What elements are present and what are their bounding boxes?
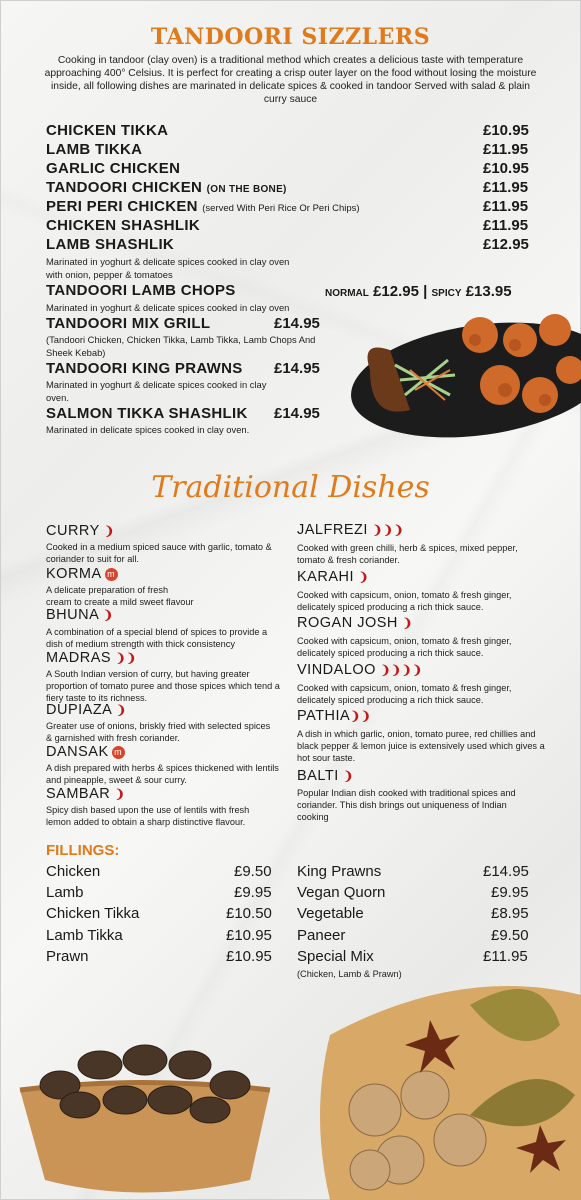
fillings-title: FILLINGS: — [46, 842, 120, 859]
normal-label: NORMAL — [325, 288, 369, 299]
chili-icon: ❩❩ — [115, 651, 137, 665]
dish-name — [297, 768, 354, 784]
menu-item-name: TANDOORI LAMB CHOPS — [46, 282, 236, 299]
filling-price: £10.95 — [226, 948, 272, 965]
spicy-price: £13.95 — [465, 283, 512, 300]
filling-name: Lamb Tikka — [46, 927, 123, 944]
menu-item-price: £14.95 — [274, 315, 320, 332]
menu-item-price: £12.95 — [483, 236, 529, 253]
dish-name — [46, 607, 114, 623]
page-title: TANDOORI SIZZLERS — [150, 24, 431, 50]
dish-desc: Spicy dish based upon the use of lentils with fresh lemon added to obtain a sharp distinctive flavour. — [46, 805, 250, 828]
menu-item-name — [46, 198, 360, 215]
filling-name: Paneer — [297, 927, 346, 944]
menu-item-name: SALMON TIKKA SHASHLIK — [46, 405, 248, 422]
dish-desc: Cooked with capsicum, onion, tomato & fresh ginger, delicately spiced producing a rich thick sauce. — [297, 683, 512, 706]
dish-name-text: JALFREZI — [297, 522, 368, 538]
menu-item-desc: Marinated in yoghurt & delicate spices cooked in clay oven. — [46, 379, 267, 403]
dish-name-text: VINDALOO — [297, 662, 376, 678]
intro-text: Cooking in tandoor (clay oven) is a traditional method which creates a delicious taste with temperature approaching 400° Celsius. It is perfect for creating a crisp outer layer on the food without losing the moisture inside, all following dishes are marinated in delicate spices & cooked in tandoor Served with salad & plain curry sauce — [44, 55, 537, 105]
dish-name — [297, 662, 423, 678]
dish-name-text: KORMA — [46, 566, 102, 582]
filling-price: £9.50 — [234, 863, 272, 880]
dish-desc: A dish in which garlic, onion, tomato puree, red chillies and black pepper & lemon juice is extensively used which gives a hot sour taste. — [297, 729, 545, 764]
dish-desc: A South Indian version of curry, but having greater proportion of tomato puree and those spices which tend a fiery taste to its richness. — [46, 669, 280, 704]
chili-icon: ❩ — [114, 787, 126, 801]
mild-icon: m — [112, 746, 125, 759]
filling-name: Vegan Quorn — [297, 884, 386, 901]
dish-name-text: SAMBAR — [46, 786, 111, 802]
dish-name-text: MADRAS — [46, 650, 112, 666]
dish-name — [46, 523, 115, 539]
dish-desc: A combination of a special blend of spices to provide a dish of medium strength with thick consistency — [46, 627, 268, 650]
menu-item-name: LAMB SHASHLIK — [46, 236, 175, 253]
menu-item-price: £10.95 — [483, 122, 529, 139]
filling-price: £10.50 — [226, 905, 272, 922]
filling-name: King Prawns — [297, 863, 382, 880]
item-name-text: TANDOORI CHICKEN — [46, 179, 203, 196]
menu-item-desc: (Tandoori Chicken, Chicken Tikka, Lamb Tikka, Lamb Chops And Sheek Kebab) — [46, 334, 316, 358]
menu-item-name: TANDOORI KING PRAWNS — [46, 360, 243, 377]
dish-name — [297, 615, 413, 631]
filling-name: Special Mix — [297, 948, 374, 965]
chili-icon: ❩ — [104, 524, 115, 538]
menu-item-name: CHICKEN SHASHLIK — [46, 217, 200, 234]
filling-name: Chicken — [46, 863, 101, 880]
dish-name-text: ROGAN JOSH — [297, 615, 398, 631]
menu-item-name: TANDOORI MIX GRILL — [46, 315, 211, 332]
menu-item-price: £14.95 — [274, 360, 320, 377]
item-note: (ON THE BONE) — [206, 184, 287, 195]
dish-name — [46, 566, 118, 582]
filling-price: £11.95 — [483, 948, 528, 965]
spicy-label: SPICY — [431, 288, 462, 299]
chili-icon: ❩ — [402, 616, 413, 630]
chili-icon: ❩ — [358, 570, 370, 584]
chili-icon: ❩❩ — [350, 709, 372, 723]
mild-icon: m — [105, 568, 118, 581]
menu-item-desc: Marinated in yoghurt & delicate spices cooked in clay oven — [46, 302, 290, 313]
filling-name: Lamb — [46, 884, 84, 901]
filling-note: (Chicken, Lamb & Prawn) — [297, 969, 402, 979]
dish-name — [297, 569, 369, 585]
dish-name — [46, 744, 125, 760]
menu-item-name: LAMB TIKKA — [46, 141, 143, 158]
menu-item-price: £11.95 — [483, 179, 529, 196]
chili-icon: ❩ — [116, 703, 127, 717]
section-title-traditional: Traditional Dishes — [151, 470, 430, 505]
chili-icon: ❩ — [343, 769, 354, 783]
filling-name: Prawn — [46, 948, 89, 965]
dish-name-text: PATHIA — [297, 708, 351, 724]
menu-item-desc: Marinated in yoghurt & delicate spices cooked in clay oven with onion, pepper & tomatoes — [46, 256, 290, 280]
dish-name-text: DUPIAZA — [46, 702, 112, 718]
dish-desc: Greater use of onions, briskly fried with selected spices & garnished with fresh coriander. — [46, 721, 271, 744]
dish-desc: Cooked in a medium spiced sauce with garlic, tomato & coriander to suit for all. — [46, 542, 272, 565]
dish-name-text: CURRY — [46, 523, 100, 539]
menu-item-desc: Marinated in delicate spices cooked in clay oven. — [46, 424, 250, 435]
item-note: (served With Peri Rice Or Peri Chips) — [202, 203, 360, 214]
filling-price: £10.95 — [226, 927, 272, 944]
chili-icon: ❩ — [103, 608, 114, 622]
dish-name-text: KARAHI — [297, 569, 354, 585]
menu-item-name: GARLIC CHICKEN — [46, 160, 181, 177]
dish-name — [46, 786, 125, 802]
item-name-text: PERI PERI CHICKEN — [46, 198, 198, 215]
dish-desc: A dish prepared with herbs & spices thickened with lentils and pineapple, sweet & sour curry. — [46, 763, 279, 786]
chili-icon: ❩❩❩❩ — [380, 663, 423, 677]
menu-item-price-options — [325, 283, 512, 300]
filling-price: £9.50 — [491, 927, 529, 944]
dish-name — [46, 650, 137, 666]
filling-price: £9.95 — [491, 884, 529, 901]
menu-item-price: £11.95 — [483, 198, 529, 215]
menu-item-name — [46, 179, 287, 196]
filling-price: £8.95 — [491, 905, 529, 922]
dish-name — [46, 702, 127, 718]
spices-image — [0, 975, 581, 1200]
menu-item-price: £14.95 — [274, 405, 320, 422]
menu-item-name: CHICKEN TIKKA — [46, 122, 169, 139]
filling-name: Chicken Tikka — [46, 905, 140, 922]
menu-item-price: £10.95 — [483, 160, 529, 177]
dish-desc: Popular Indian dish cooked with traditional spices and coriander. This dish brings out uniqueness of Indian cooking — [297, 788, 516, 823]
filling-price: £9.95 — [234, 884, 272, 901]
dish-name-text: DANSAK — [46, 744, 109, 760]
price-separator: | — [423, 283, 428, 300]
dish-desc: A delicate preparation of fresh cream to create a mild sweet flavour — [46, 585, 194, 608]
dish-desc: Cooked with capsicum, onion, tomato & fresh ginger, delicately spiced producing a rich thick sauce. — [297, 590, 512, 613]
sizzler-plate-image — [330, 300, 581, 460]
filling-name: Vegetable — [297, 905, 364, 922]
menu-item-price: £11.95 — [483, 217, 529, 234]
normal-price: £12.95 — [373, 283, 419, 300]
dish-name — [297, 522, 404, 538]
chili-icon: ❩❩❩ — [372, 523, 405, 537]
filling-price: £14.95 — [483, 863, 529, 880]
menu-item-price: £11.95 — [483, 141, 529, 158]
dish-name-text: BALTI — [297, 768, 339, 784]
dish-name-text: BHUNA — [46, 607, 99, 623]
dish-name — [297, 708, 371, 724]
dish-desc: Cooked with capsicum, onion, tomato & fresh ginger, delicately spiced producing a rich thick sauce. — [297, 636, 512, 659]
dish-desc: Cooked with green chilli, herb & spices, mixed pepper, tomato & fresh coriander. — [297, 543, 518, 566]
